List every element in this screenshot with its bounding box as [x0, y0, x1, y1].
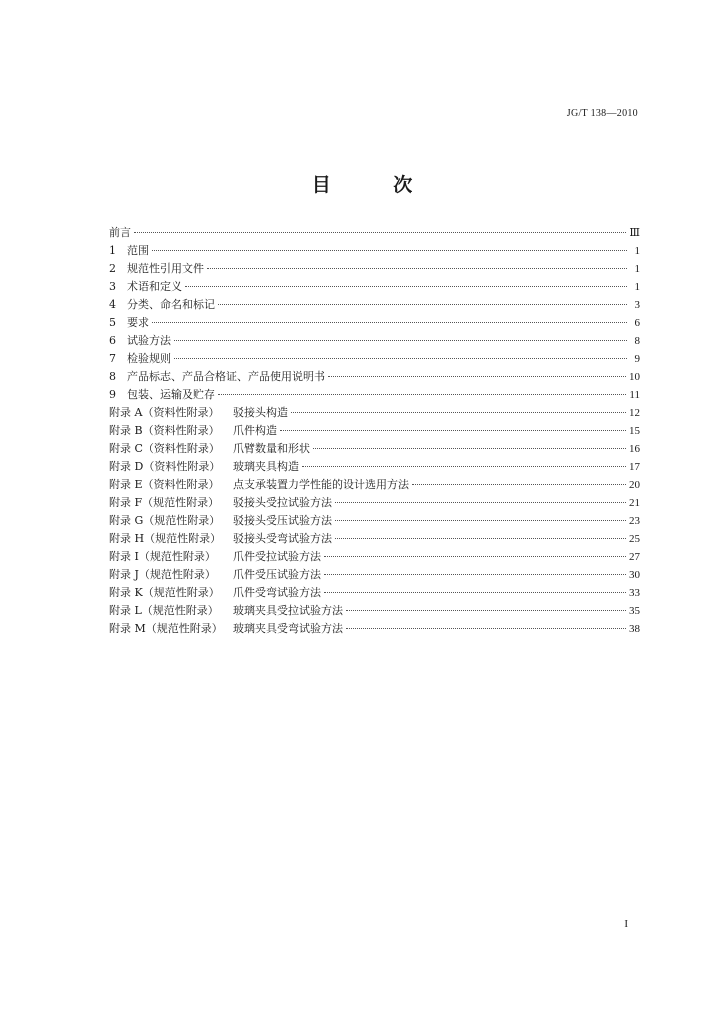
dot-leader — [280, 429, 626, 431]
dot-leader — [328, 375, 626, 377]
toc-entry-label: 驳接头受弯试验方法 — [233, 532, 332, 545]
toc-entry-label: 点支承装置力学性能的设计选用方法 — [233, 478, 409, 491]
toc-page-number: 11 — [629, 389, 640, 401]
toc-entry-label: 前言 — [109, 226, 131, 239]
toc-entry-number: 3 — [109, 280, 116, 293]
toc-entry-number: 8 — [109, 370, 116, 383]
toc-page-number: 9 — [634, 353, 640, 365]
toc-entry-appendix[interactable] — [109, 440, 640, 458]
dot-leader — [335, 501, 626, 503]
toc-appendix-label: 附录 G（规范性附录） — [109, 514, 221, 527]
toc-entry-label: 术语和定义 — [127, 280, 182, 293]
toc-page-number: 17 — [629, 461, 640, 473]
dot-leader — [218, 393, 626, 395]
toc-page-number: 12 — [629, 407, 640, 419]
toc-entry-label: 规范性引用文件 — [127, 262, 204, 275]
toc-page-number: 10 — [629, 371, 640, 383]
toc-page-number: Ⅲ — [629, 227, 640, 239]
toc-page-number: 16 — [629, 443, 640, 455]
toc-appendix-label: 附录 D（资料性附录） — [109, 460, 221, 473]
toc-entry-label: 爪件受拉试验方法 — [233, 550, 321, 563]
dot-leader — [313, 447, 626, 449]
page-title: 目 次 — [311, 174, 441, 196]
toc-entry-chapter[interactable] — [109, 368, 640, 386]
toc-entry-appendix[interactable] — [109, 404, 640, 422]
toc-entry-label: 驳接头受压试验方法 — [233, 514, 332, 527]
dot-leader — [185, 285, 627, 287]
dot-leader — [152, 321, 627, 323]
toc-entry-label: 包装、运输及贮存 — [127, 388, 215, 401]
dot-leader — [207, 267, 627, 269]
toc-entry-appendix[interactable] — [109, 530, 640, 548]
toc-page-number: 21 — [629, 497, 640, 509]
toc-appendix-label: 附录 B（资料性附录） — [109, 424, 220, 437]
toc-page-number: 20 — [629, 479, 640, 491]
toc-page-number: 15 — [629, 425, 640, 437]
toc-entry-chapter[interactable] — [109, 314, 640, 332]
toc-page-number: 38 — [629, 623, 640, 635]
toc-entry-label: 要求 — [127, 316, 149, 329]
toc-entry-number: 4 — [109, 298, 116, 311]
toc-entry-appendix[interactable] — [109, 620, 640, 638]
page-folio: I — [624, 918, 628, 930]
toc-entry-label: 驳接头构造 — [233, 406, 288, 419]
toc-appendix-label: 附录 K（规范性附录） — [109, 586, 220, 599]
toc-appendix-label: 附录 F（规范性附录） — [109, 496, 220, 509]
toc-entry-chapter[interactable] — [109, 386, 640, 404]
toc-page-number: 30 — [629, 569, 640, 581]
toc-appendix-label: 附录 L（规范性附录） — [109, 604, 219, 617]
toc-appendix-label: 附录 I（规范性附录） — [109, 550, 216, 563]
toc-entry-label: 产品标志、产品合格证、产品使用说明书 — [127, 370, 325, 383]
toc-entry-label: 分类、命名和标记 — [127, 298, 215, 311]
toc-entry-label: 玻璃夹具受拉试验方法 — [233, 604, 343, 617]
dot-leader — [346, 627, 626, 629]
toc-page-number: 3 — [634, 299, 640, 311]
toc-appendix-label: 附录 C（资料性附录） — [109, 442, 220, 455]
toc-entry-chapter[interactable] — [109, 296, 640, 314]
toc-entry-appendix[interactable] — [109, 476, 640, 494]
toc-page-number: 1 — [634, 263, 640, 275]
toc-page-number: 1 — [634, 245, 640, 257]
toc-page-number: 8 — [634, 335, 640, 347]
toc-page-number: 6 — [634, 317, 640, 329]
toc-appendix-label: 附录 E（资料性附录） — [109, 478, 220, 491]
toc-entry-appendix[interactable] — [109, 602, 640, 620]
toc-entry-appendix[interactable] — [109, 548, 640, 566]
toc-appendix-label: 附录 M（规范性附录） — [109, 622, 223, 635]
dot-leader — [324, 591, 626, 593]
toc-entry-chapter[interactable] — [109, 332, 640, 350]
toc-page-number: 27 — [629, 551, 640, 563]
toc-appendix-label: 附录 A（资料性附录） — [109, 406, 220, 419]
toc-entry-number: 1 — [109, 244, 116, 257]
toc-entry-label: 试验方法 — [127, 334, 171, 347]
toc-entry-number: 6 — [109, 334, 116, 347]
toc-entry-chapter[interactable] — [109, 260, 640, 278]
toc-page-number: 35 — [629, 605, 640, 617]
toc-page-number: 25 — [629, 533, 640, 545]
toc-entry-appendix[interactable] — [109, 512, 640, 530]
toc-entry-label: 驳接头受拉试验方法 — [233, 496, 332, 509]
dot-leader — [346, 609, 626, 611]
toc-appendix-label: 附录 H（规范性附录） — [109, 532, 222, 545]
toc-entry-appendix[interactable] — [109, 422, 640, 440]
toc-entry-chapter[interactable] — [109, 242, 640, 260]
dot-leader — [324, 555, 626, 557]
dot-leader — [174, 339, 627, 341]
toc-entry-label: 玻璃夹具构造 — [233, 460, 299, 473]
toc-entry-chapter[interactable] — [109, 278, 640, 296]
toc-entry-appendix[interactable] — [109, 458, 640, 476]
dot-leader — [152, 249, 627, 251]
toc-appendix-label: 附录 J（规范性附录） — [109, 568, 216, 581]
toc-entry-appendix[interactable] — [109, 566, 640, 584]
toc-entry-number: 9 — [109, 388, 116, 401]
dot-leader — [302, 465, 626, 467]
table-of-contents — [109, 224, 640, 638]
toc-entry-label: 范围 — [127, 244, 149, 257]
dot-leader — [291, 411, 626, 413]
toc-entry-label: 爪臂数量和形状 — [233, 442, 310, 455]
dot-leader — [324, 573, 626, 575]
toc-entry-chapter[interactable] — [109, 350, 640, 368]
toc-page-number: 23 — [629, 515, 640, 527]
toc-entry-appendix[interactable] — [109, 494, 640, 512]
toc-entry-number: 7 — [109, 352, 116, 365]
toc-page-number: 33 — [629, 587, 640, 599]
dot-leader — [174, 357, 627, 359]
dot-leader — [134, 231, 626, 233]
toc-entry-label: 爪件构造 — [233, 424, 277, 437]
toc-entry-label: 玻璃夹具受弯试验方法 — [233, 622, 343, 635]
toc-entry-number: 2 — [109, 262, 116, 275]
toc-entry-number: 5 — [109, 316, 116, 329]
dot-leader — [335, 537, 626, 539]
dot-leader — [335, 519, 626, 521]
toc-entry-label: 爪件受压试验方法 — [233, 568, 321, 581]
standard-code: JG/T 138—2010 — [566, 108, 638, 119]
dot-leader — [412, 483, 626, 485]
dot-leader — [218, 303, 627, 305]
toc-entry-label: 爪件受弯试验方法 — [233, 586, 321, 599]
toc-page-number: 1 — [634, 281, 640, 293]
toc-entry-appendix[interactable] — [109, 584, 640, 602]
toc-entry-label: 检验规则 — [127, 352, 171, 365]
toc-entry-preface[interactable] — [109, 224, 640, 242]
